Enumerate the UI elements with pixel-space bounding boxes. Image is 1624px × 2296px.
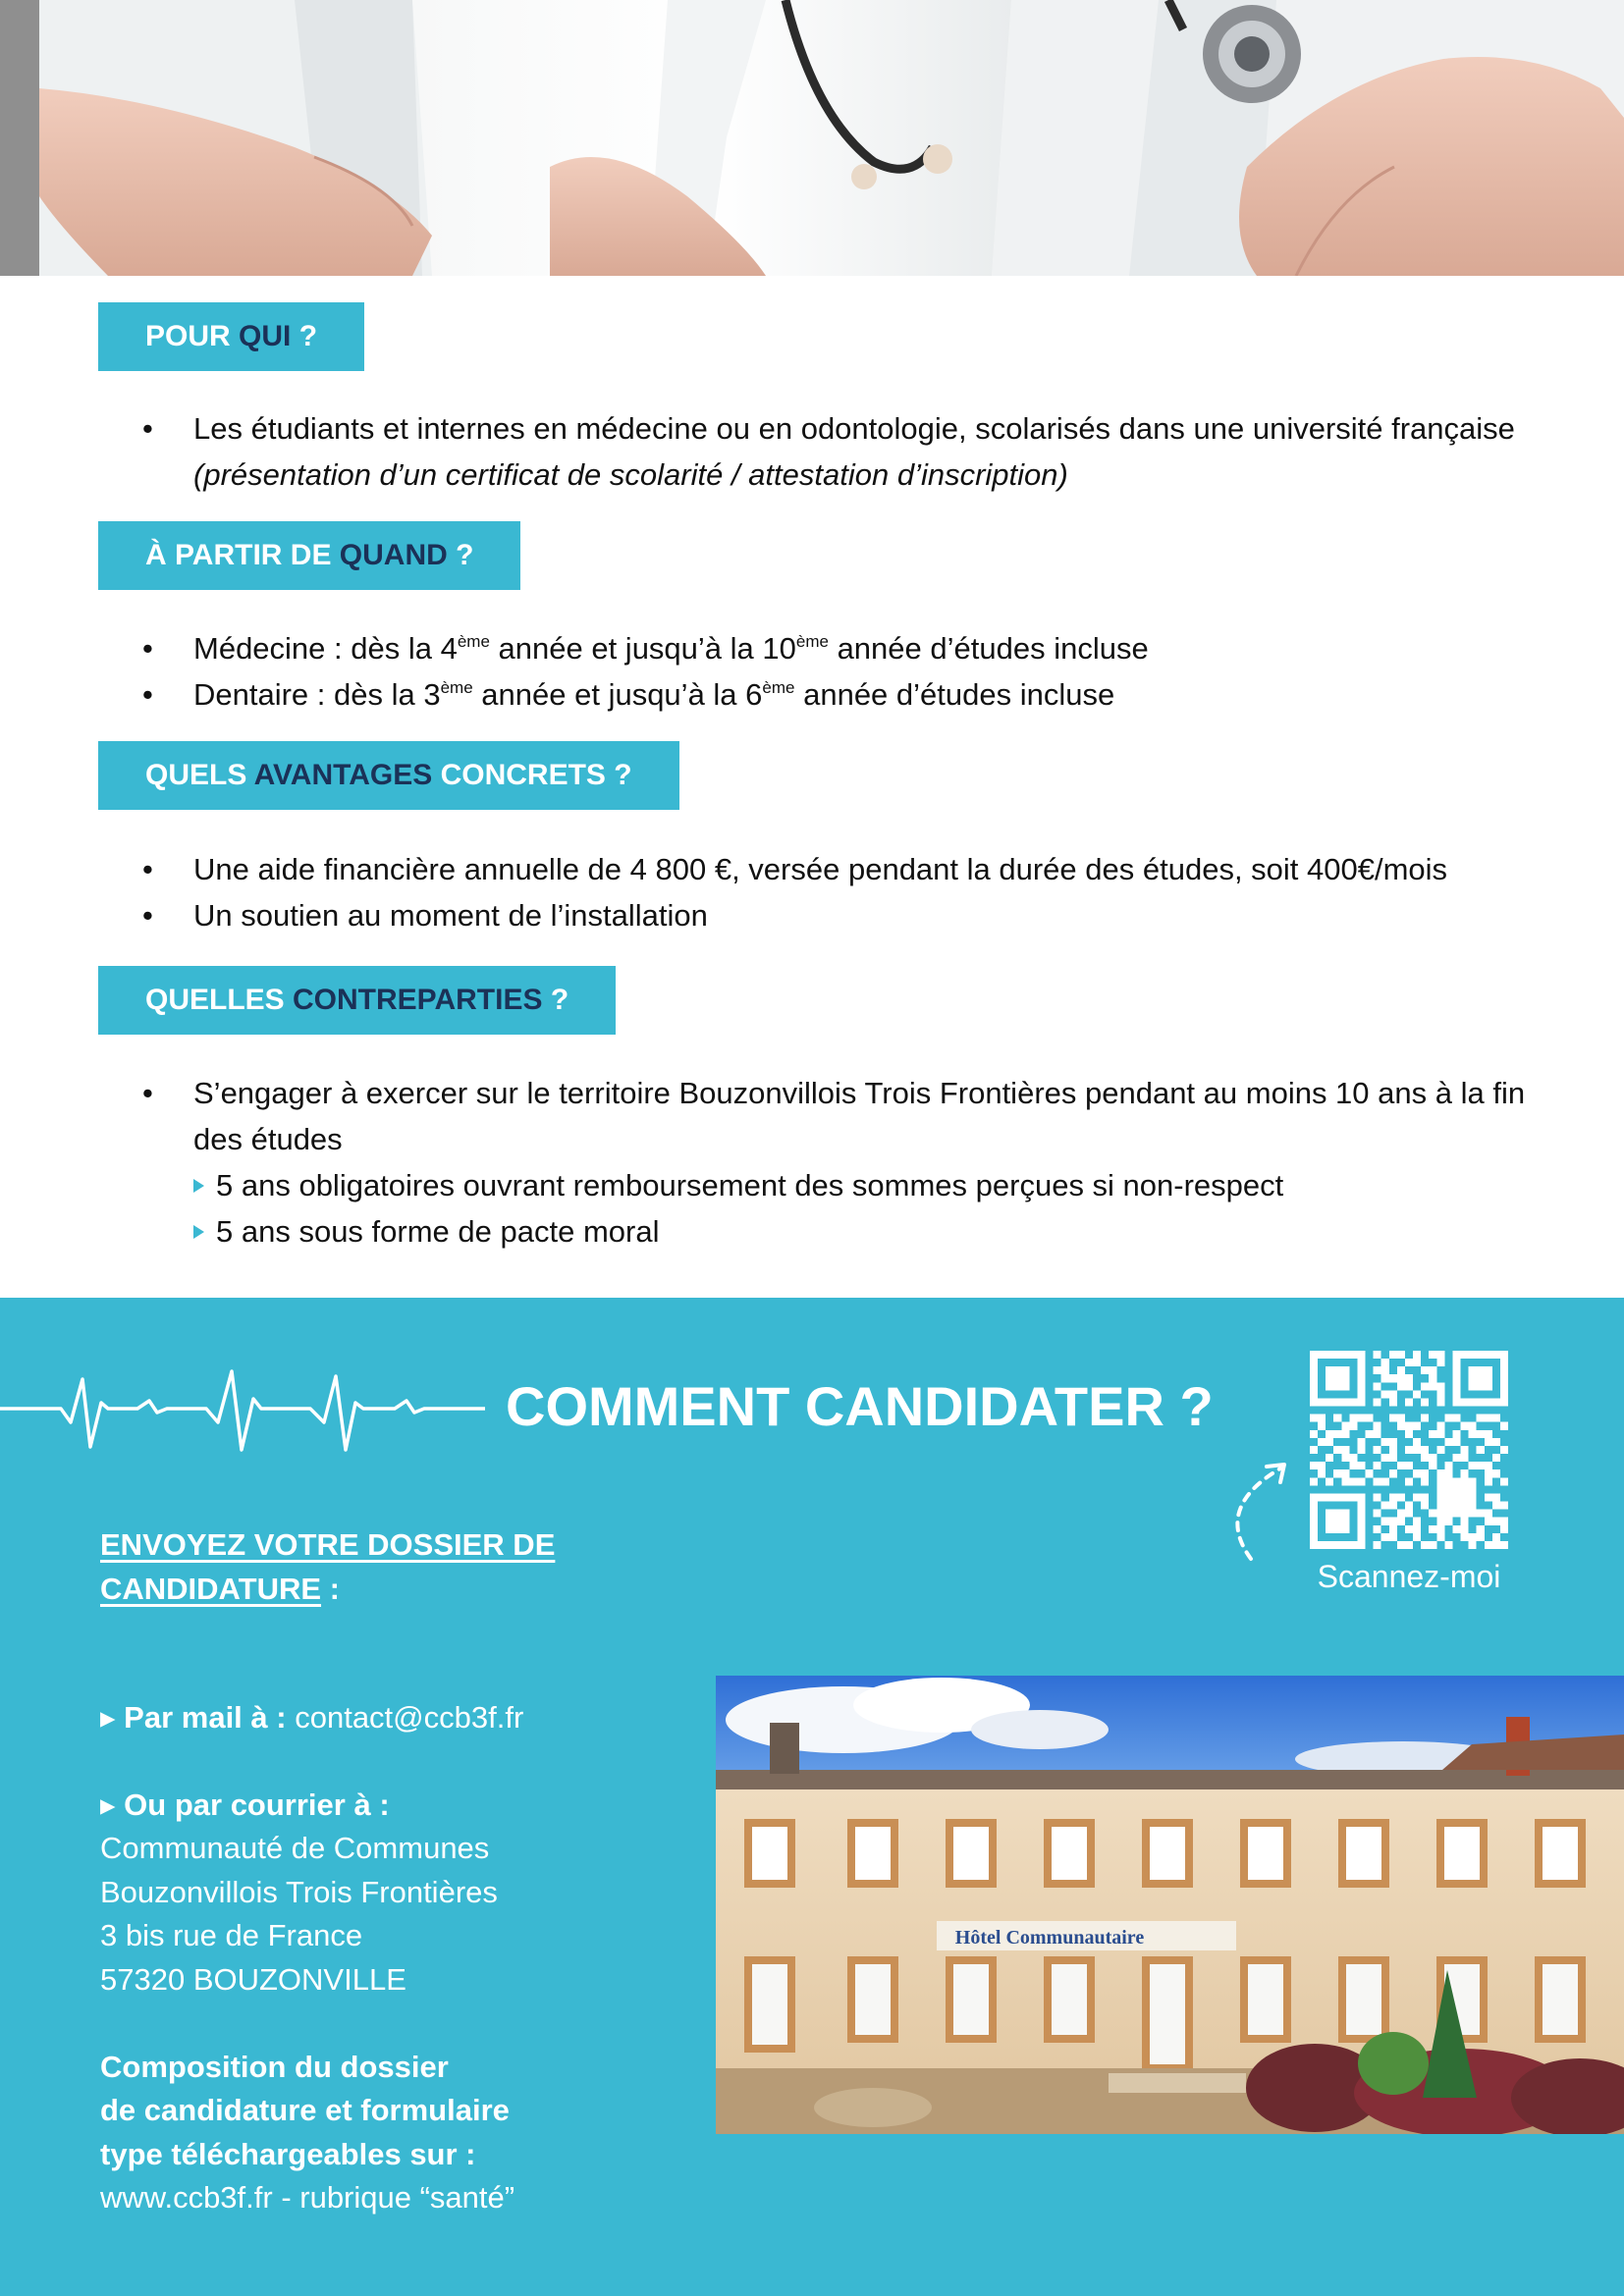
heading-text: ? [542,984,569,1016]
list-item: • Un soutien au moment de l’installation [142,892,1586,938]
curved-arrow-icon [1221,1439,1300,1567]
post-label-text: ▸ Ou par courrier à : [100,1787,390,1822]
superscript: ème [440,678,473,697]
list-item [142,671,1576,718]
apply-title: COMMENT CANDIDATER ? [506,1375,1214,1437]
mail-label: ▸ Par mail à : [100,1699,287,1735]
item-italic-note: (présentation d’un certificat de scolarité / attestation d’inscription) [193,457,1068,492]
building-sign: Hôtel Communautaire [954,1927,1145,1949]
item-text: Les étudiants et internes en médecine ou en odontologie, scolarisés dans une université française [193,411,1515,446]
send-heading-line [100,1523,729,1611]
email-link[interactable]: contact@ccb3f.fr [295,1699,524,1735]
composition-line [100,2133,729,2177]
heading-text: CONCRETS ? [432,759,632,791]
address-line: 3 bis rue de France [100,1918,363,1952]
list-pour-qui [142,405,1576,498]
composition-text: type téléchargeables sur : [100,2136,476,2171]
item-text: année et jusqu’à la 6 [472,677,763,712]
composition-line [100,2089,729,2133]
list-contreparties [142,1070,1556,1255]
item-text: année et jusqu’à la 10 [489,631,796,666]
superscript: ème [762,678,795,697]
triangle-bullet-icon [193,1179,204,1193]
item-text: année d’études incluse [794,677,1115,712]
send-heading: ENVOYEZ VOTRE DOSSIER DE CANDIDATURE [100,1527,556,1606]
list-item [142,405,1576,498]
heading-a-partir-de-quand [98,521,520,590]
item-text: Médecine : dès la 4 [193,631,458,666]
heading-text: POUR [145,320,240,352]
composition-line [100,2046,729,2090]
superscript: ème [795,632,829,651]
list-a-partir-de-quand [142,625,1576,718]
heading-highlight: QUAND [339,539,448,571]
post-label [100,1784,729,1828]
heading-highlight: AVANTAGES [253,759,433,791]
superscript: ème [457,632,490,651]
sub-item-text: 5 ans sous forme de pacte moral [216,1214,660,1249]
composition-text: de candidature et formulaire [100,2093,510,2127]
sub-item-text: 5 ans obligatoires ouvrant remboursement des sommes perçues si non-respect [216,1168,1284,1202]
heading-text: À PARTIR DE [145,539,340,571]
list-avantages [142,846,1586,938]
heading-text: ? [447,539,474,571]
item-text: Dentaire : dès la 3 [193,677,441,712]
heading-pour-qui [98,302,364,371]
list-item [142,1070,1556,1255]
sub-item [193,1162,1556,1208]
composition-text: Composition du dossier [100,2049,449,2084]
item-text: S’engager à exercer sur le territoire Bouzonvillois Trois Frontières pendant au moins 10 ans à la fin des études [193,1076,1526,1156]
heading-text: ? [291,320,318,352]
heading-quelles-contreparties [98,966,616,1035]
hero-doctors-photo [0,0,1624,276]
scan-me-label: Scannez-moi [1317,1559,1501,1594]
item-text: année d’études incluse [828,631,1149,666]
application-details [100,1523,729,2220]
apply-panel [0,1298,1624,2296]
address-line: Communauté de Communes [100,1831,490,1865]
address-line: Bouzonvillois Trois Frontières [100,1874,498,1909]
heading-highlight: CONTREPARTIES [293,984,543,1016]
heading-quels-avantages [98,741,679,810]
triangle-bullet-icon [193,1225,204,1239]
mail-line [100,1696,729,1740]
heading-highlight: QUI [239,320,292,352]
list-item [142,625,1576,671]
heading-text: QUELS [145,759,254,791]
heading-text: QUELLES [145,984,294,1016]
website-link[interactable]: www.ccb3f.fr - rubrique “santé” [100,2180,515,2215]
list-item: • Une aide financière annuelle de 4 800 €, versée pendant la durée des études, soit 400€/mois [142,846,1586,892]
hotel-communautaire-photo [716,1676,1624,2134]
send-heading-colon: : [321,1571,340,1606]
qr-code[interactable] [1310,1351,1508,1549]
address-line: 57320 BOUZONVILLE [100,1961,406,1997]
sub-item [193,1208,1556,1255]
heartbeat-line-icon [0,1352,491,1469]
